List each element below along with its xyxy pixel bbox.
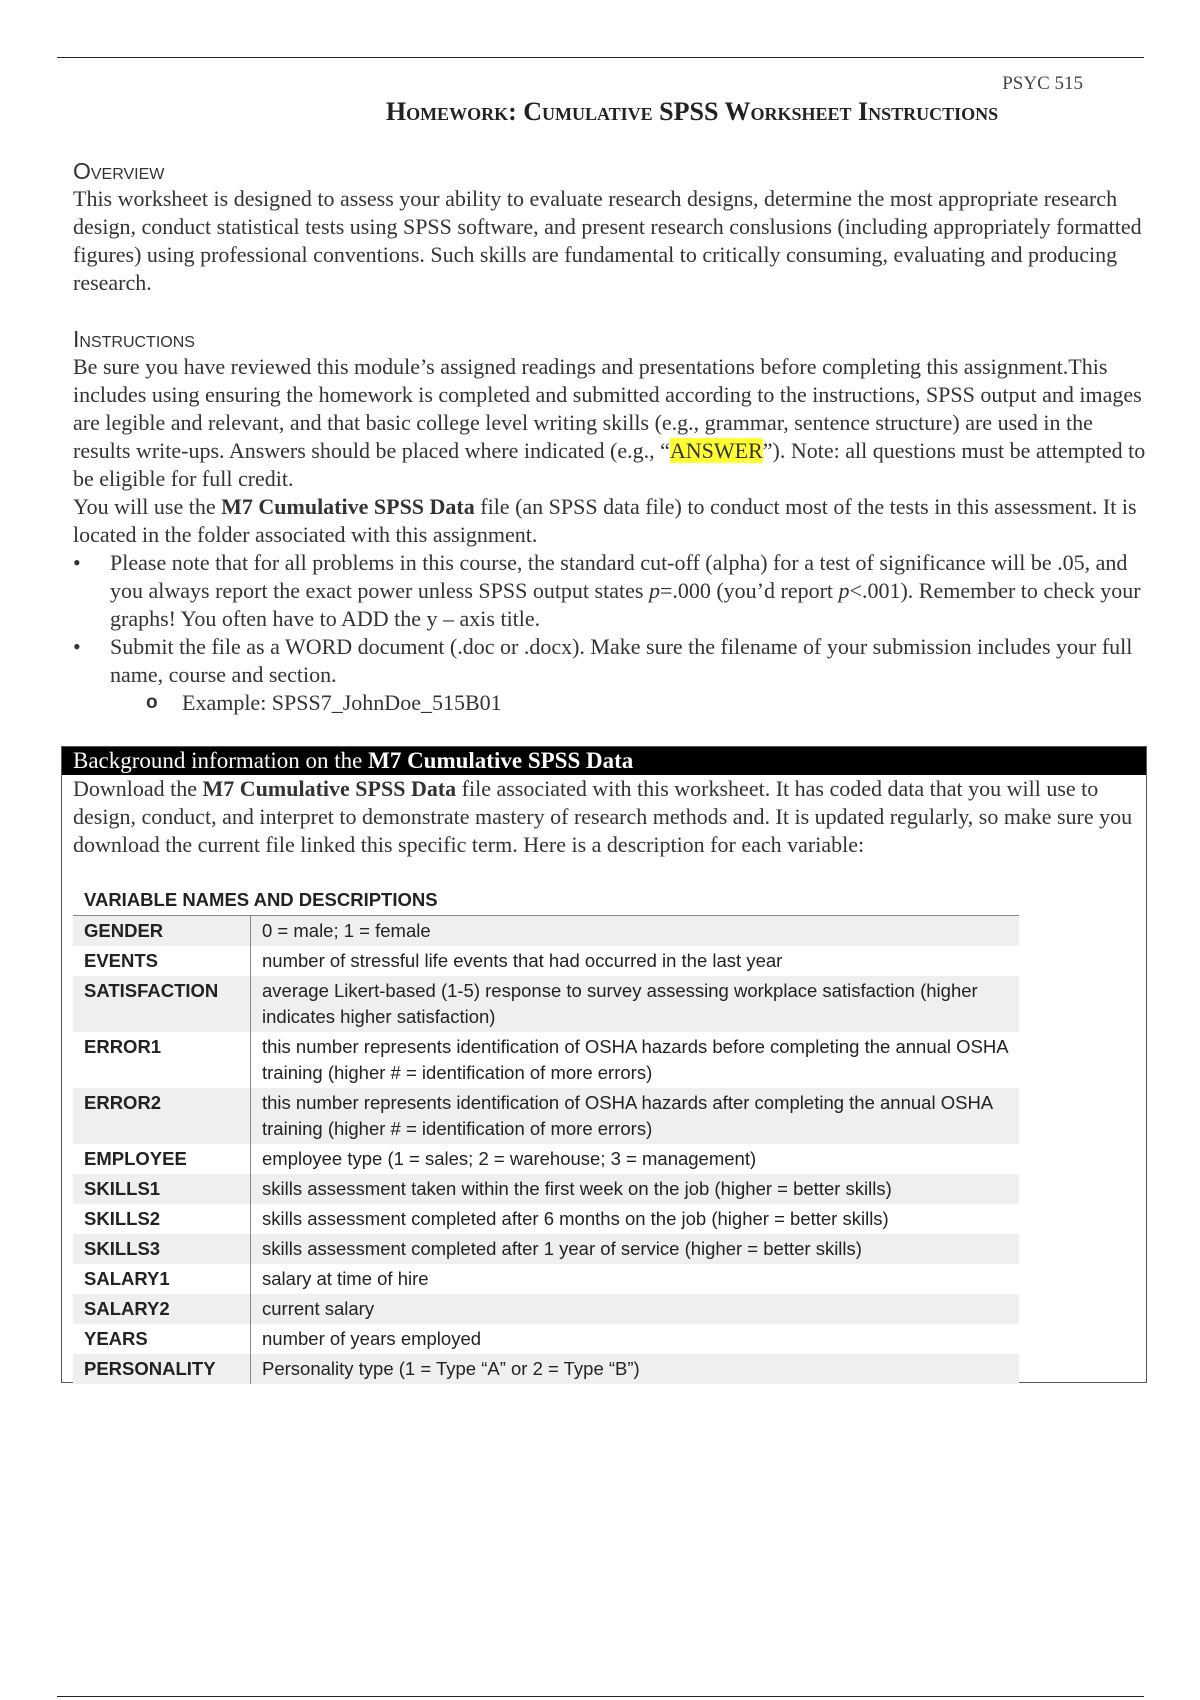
background-text: Download the M7 Cumulative SPSS Data file associated with this worksheet. It has coded data that you will use to design, conduct, and interpret to demonstrate mastery of research methods and. It is updated regularly, so make sure you download the current file linked this specific term. Here is a description for each variable:: [73, 776, 1133, 857]
data-file-paragraph: You will use the M7 Cumulative SPSS Data file (an SPSS data file) to conduct most of the tests in this assessment. It is located in the folder associated with this assignment.: [73, 494, 1137, 547]
variable-name: PERSONALITY: [73, 1354, 251, 1384]
variable-name: ERROR1: [73, 1032, 251, 1088]
title-wrap: [0, 97, 1200, 127]
variable-description: this number represents identification of OSHA hazards after completing the annual OSHA training (higher # = identification of more errors): [251, 1088, 1020, 1144]
variables-title: VARIABLE NAMES AND DESCRIPTIONS: [84, 889, 438, 910]
table-row: [73, 1294, 1019, 1324]
answer-highlight: ANSWER: [669, 438, 763, 463]
variable-description: skills assessment completed after 1 year of service (higher = better skills): [251, 1234, 1020, 1264]
variable-name: EVENTS: [73, 946, 251, 976]
variable-description: Personality type (1 = Type “A” or 2 = Type “B”): [251, 1354, 1020, 1384]
variables-table: [73, 915, 1019, 1384]
example-item: o Example: SPSS7_JohnDoe_515B01: [146, 690, 502, 715]
variable-description: average Likert-based (1-5) response to survey assessing workplace satisfaction (higher indicates higher satisfaction): [251, 976, 1020, 1032]
list-item: • Submit the file as a WORD document (.doc or .docx). Make sure the filename of your submission includes your full name, course and section. o Example: SPSS7_JohnDoe_515B01: [73, 633, 1153, 717]
list-item: • Please note that for all problems in this course, the standard cut-off (alpha) for a test of significance will be .05, and you always report the exact power unless SPSS output states p=.000 (you’d report p<.001). Remember to check your graphs! You often have to ADD the y – axis title.: [73, 549, 1153, 633]
variable-description: skills assessment completed after 6 months on the job (higher = better skills): [251, 1204, 1020, 1234]
table-row: [73, 1354, 1019, 1384]
table-row: [73, 976, 1019, 1032]
sub-list: [110, 689, 1153, 717]
variable-description: salary at time of hire: [251, 1264, 1020, 1294]
table-row: [73, 1032, 1019, 1088]
variable-name: SATISFACTION: [73, 976, 251, 1032]
table-row: [73, 946, 1019, 976]
variable-name: SKILLS3: [73, 1234, 251, 1264]
variable-name: GENDER: [73, 916, 251, 947]
footer-rule: [57, 1696, 1144, 1697]
variable-name: SALARY2: [73, 1294, 251, 1324]
table-row: [73, 1264, 1019, 1294]
main-content: [73, 157, 1153, 717]
variable-description: current salary: [251, 1294, 1020, 1324]
table-row: [73, 1088, 1019, 1144]
variable-description: skills assessment taken within the first week on the job (higher = better skills): [251, 1174, 1020, 1204]
page-title: Homework: Cumulative SPSS Worksheet Instructions: [385, 97, 999, 126]
variable-name: YEARS: [73, 1324, 251, 1354]
table-row: [73, 1234, 1019, 1264]
instruction-bullets: [73, 549, 1153, 717]
variable-name: SALARY1: [73, 1264, 251, 1294]
variable-description: employee type (1 = sales; 2 = warehouse; 3 = management): [251, 1144, 1020, 1174]
variable-description: this number represents identification of OSHA hazards before completing the annual OSHA training (higher # = identification of more errors): [251, 1032, 1020, 1088]
instructions-heading: Instructions: [73, 326, 195, 352]
table-row: [73, 916, 1019, 947]
variable-description: number of stressful life events that had occurred in the last year: [251, 946, 1020, 976]
header-rule: [57, 57, 1144, 58]
overview-text: This worksheet is designed to assess your ability to evaluate research designs, determine the most appropriate research design, conduct statistical tests using SPSS software, and present research conslusions (including appropriately formatted figures) using professional conventions. Such skills are fundamental to critically consuming, evaluating and producing research.: [73, 186, 1142, 295]
course-code: PSYC 515: [1002, 73, 1083, 94]
variable-name: EMPLOYEE: [73, 1144, 251, 1174]
overview-heading: Overview: [73, 158, 165, 184]
variable-name: SKILLS1: [73, 1174, 251, 1204]
variable-description: 0 = male; 1 = female: [251, 916, 1020, 947]
instructions-paragraph: Be sure you have reviewed this module’s assigned readings and presentations before completing this assignment.This includes using ensuring the homework is completed and submitted according to the instructions, SPSS output and images are legible and relevant, and that basic college level writing skills (e.g., grammar, sentence structure) are used in the results write-ups. Answers should be placed where indicated (e.g., “ANSWER”). Note: all questions must be attempted to be eligible for full credit.: [73, 354, 1146, 491]
table-row: [73, 1204, 1019, 1234]
table-row: [73, 1324, 1019, 1354]
sub-bullet-icon: o: [146, 692, 158, 713]
table-row: [73, 1174, 1019, 1204]
background-header: Background information on the M7 Cumulative SPSS Data: [62, 747, 1146, 775]
variable-description: number of years employed: [251, 1324, 1020, 1354]
table-row: [73, 1144, 1019, 1174]
variable-name: ERROR2: [73, 1088, 251, 1144]
data-file-name: M7 Cumulative SPSS Data: [221, 494, 475, 519]
variable-name: SKILLS2: [73, 1204, 251, 1234]
